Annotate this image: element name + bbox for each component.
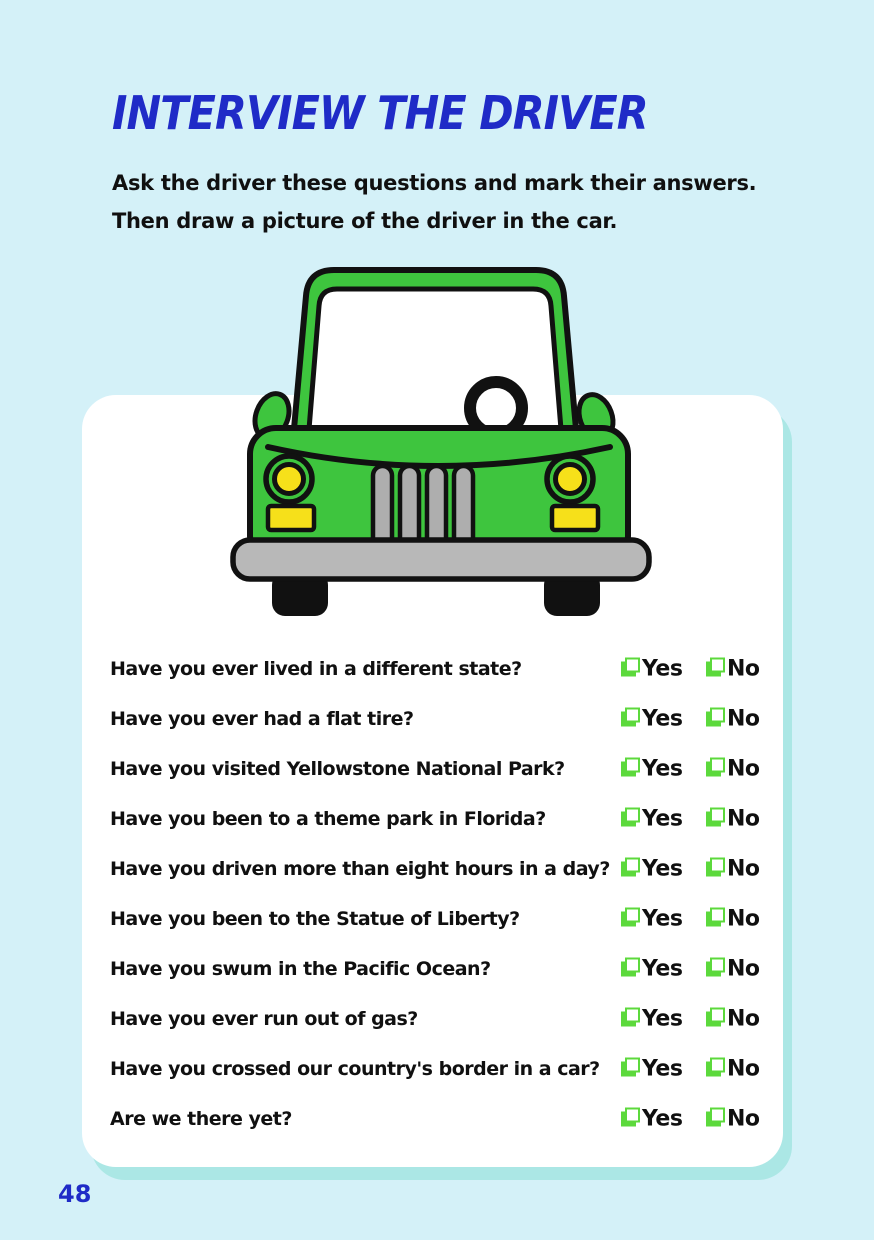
answer-yes[interactable] [625,1007,682,1032]
question-row [110,744,770,794]
answer-yes[interactable] [625,957,682,982]
question-text: Have you ever run out of gas? [110,1008,418,1030]
answer-yes[interactable] [625,907,682,932]
question-text: Have you driven more than eight hours in a day? [110,858,610,880]
answer-no[interactable] [710,907,760,932]
yes-label: Yes [642,706,683,732]
no-label: No [727,806,760,832]
no-checkbox[interactable] [710,958,725,973]
yes-label: Yes [642,656,683,682]
answer-no[interactable] [710,957,760,982]
answer-no[interactable] [710,807,760,832]
question-text: Have you swum in the Pacific Ocean? [110,958,491,980]
answer-yes[interactable] [625,807,682,832]
yes-label: Yes [642,756,683,782]
question-row [110,794,770,844]
question-row [110,694,770,744]
question-row [110,644,770,694]
question-text: Have you visited Yellowstone National Park? [110,758,565,780]
yes-checkbox[interactable] [625,808,640,823]
question-text: Have you crossed our country's border in a car? [110,1058,600,1080]
no-checkbox[interactable] [710,1058,725,1073]
no-label: No [727,856,760,882]
yes-checkbox[interactable] [625,758,640,773]
no-label: No [727,1106,760,1132]
question-text: Have you been to a theme park in Florida? [110,808,546,830]
no-label: No [727,906,760,932]
question-text: Have you been to the Statue of Liberty? [110,908,520,930]
yes-checkbox[interactable] [625,858,640,873]
answer-no[interactable] [710,1007,760,1032]
question-row [110,944,770,994]
yes-checkbox[interactable] [625,658,640,673]
no-checkbox[interactable] [710,708,725,723]
yes-label: Yes [642,956,683,982]
yes-checkbox[interactable] [625,908,640,923]
answer-yes[interactable] [625,707,682,732]
question-text: Are we there yet? [110,1108,292,1130]
answer-yes[interactable] [625,657,682,682]
car-illustration [222,256,654,620]
no-label: No [727,1006,760,1032]
question-list [110,644,770,1144]
car-svg [222,256,654,620]
no-checkbox[interactable] [710,1008,725,1023]
yes-label: Yes [642,1006,683,1032]
question-row [110,1094,770,1144]
page-number: 48 [58,1180,92,1208]
no-label: No [727,956,760,982]
answer-yes[interactable] [625,757,682,782]
answer-yes[interactable] [625,1107,682,1132]
answer-no[interactable] [710,707,760,732]
question-text: Have you ever had a flat tire? [110,708,414,730]
page-title: INTERVIEW THE DRIVER [112,86,648,140]
no-label: No [727,656,760,682]
question-row [110,994,770,1044]
no-checkbox[interactable] [710,858,725,873]
yes-checkbox[interactable] [625,1108,640,1123]
yes-label: Yes [642,1106,683,1132]
yes-checkbox[interactable] [625,708,640,723]
question-row [110,1044,770,1094]
answer-no[interactable] [710,657,760,682]
answer-no[interactable] [710,757,760,782]
instructions-line1: Ask the driver these questions and mark their answers. [112,171,757,195]
no-checkbox[interactable] [710,1108,725,1123]
bumper [233,540,649,579]
question-row [110,844,770,894]
answer-yes[interactable] [625,857,682,882]
no-checkbox[interactable] [710,658,725,673]
yes-checkbox[interactable] [625,1008,640,1023]
answer-no[interactable] [710,1107,760,1132]
no-label: No [727,1056,760,1082]
answer-yes[interactable] [625,1057,682,1082]
yes-label: Yes [642,1056,683,1082]
answer-no[interactable] [710,1057,760,1082]
yes-checkbox[interactable] [625,958,640,973]
instructions [112,164,756,240]
yes-checkbox[interactable] [625,1058,640,1073]
yes-label: Yes [642,906,683,932]
question-text: Have you ever lived in a different state? [110,658,522,680]
no-label: No [727,756,760,782]
no-label: No [727,706,760,732]
question-row [110,894,770,944]
yes-label: Yes [642,806,683,832]
no-checkbox[interactable] [710,758,725,773]
answer-no[interactable] [710,857,760,882]
no-checkbox[interactable] [710,908,725,923]
no-checkbox[interactable] [710,808,725,823]
instructions-line2: Then draw a picture of the driver in the car. [112,209,618,233]
yes-label: Yes [642,856,683,882]
